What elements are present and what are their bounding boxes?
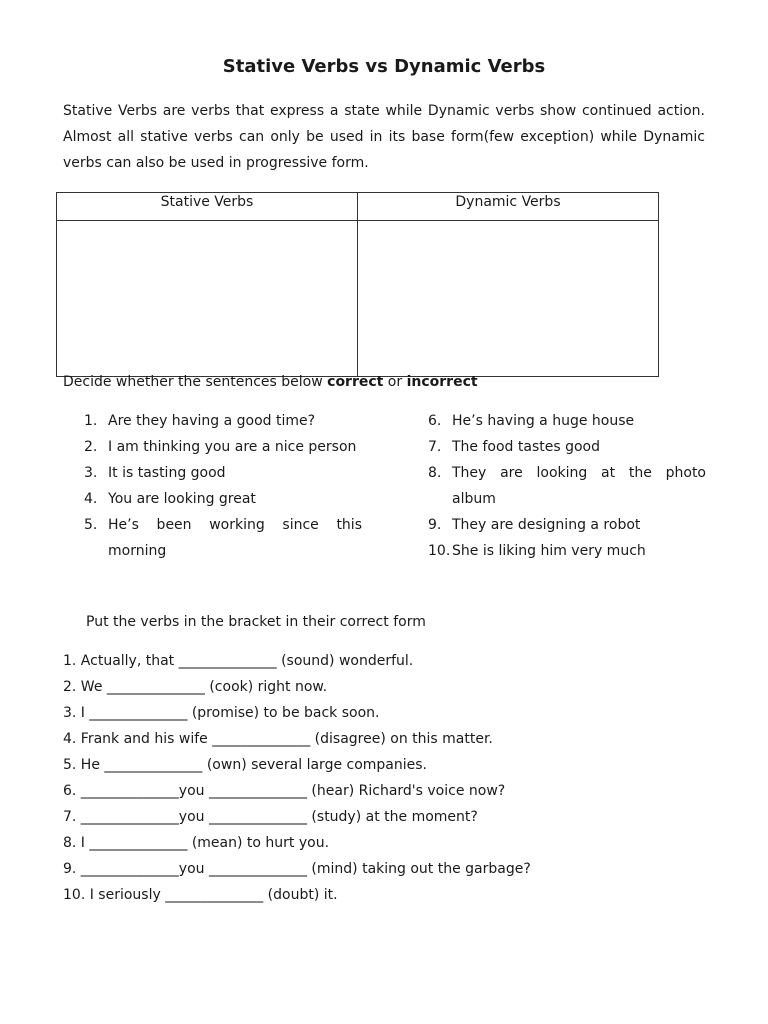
item-text: Are they having a good time? <box>108 413 316 429</box>
item-text: I am thinking you are a nice person <box>108 439 357 455</box>
exercise-item: 3. I ______________ (promise) to be back soon. <box>63 705 380 721</box>
item-text: You are looking great <box>108 491 256 507</box>
list-item <box>84 408 362 434</box>
item-number: 6. <box>428 413 442 429</box>
put-verbs-instruction: Put the verbs in the bracket in their correct form <box>86 614 426 630</box>
stative-verbs-header: Stative Verbs <box>57 193 358 221</box>
item-number: 3. <box>84 465 98 481</box>
list-item <box>428 434 706 460</box>
incorrect-word: incorrect <box>406 374 478 390</box>
exercise-item: 2. We ______________ (cook) right now. <box>63 679 328 695</box>
exercise-item: 6. ______________you ______________ (hear) Richard's voice now? <box>63 783 506 799</box>
item-text: He’s having a huge house <box>452 413 635 429</box>
correct-word: correct <box>327 374 384 390</box>
intro-paragraph: Stative Verbs are verbs that express a state while Dynamic verbs show continued action. Almost all stative verbs can only be used in its base form(few exception) while Dynamic verbs can also be used in progressive form. <box>63 103 705 171</box>
exercise-list <box>63 648 531 908</box>
item-number: 10. <box>428 543 451 559</box>
item-text: She is liking him very much <box>452 543 646 559</box>
item-text: They are designing a robot <box>452 517 641 533</box>
exercise-item: 8. I ______________ (mean) to hurt you. <box>63 835 330 851</box>
verb-table <box>56 192 659 377</box>
item-number: 5. <box>84 517 98 533</box>
exercise-item: 1. Actually, that ______________ (sound) wonderful. <box>63 653 414 669</box>
exercise-item: 7. ______________you ______________ (study) at the moment? <box>63 809 478 825</box>
page-title: Stative Verbs vs Dynamic Verbs <box>222 56 546 77</box>
dynamic-verbs-cell[interactable] <box>358 221 659 377</box>
or-word: or <box>383 374 407 390</box>
item-number: 2. <box>84 439 98 455</box>
item-text: The food tastes good <box>452 439 600 455</box>
list-item <box>428 460 706 512</box>
sentences-list-left <box>84 408 362 564</box>
decide-prefix: Decide whether the sentences below <box>63 374 328 390</box>
item-text: They are looking at the photo album <box>452 465 706 507</box>
dynamic-verbs-header: Dynamic Verbs <box>358 193 659 221</box>
item-number: 1. <box>84 413 98 429</box>
item-number: 7. <box>428 439 442 455</box>
list-item <box>428 538 706 564</box>
item-number: 4. <box>84 491 98 507</box>
list-item <box>84 460 362 486</box>
list-item <box>428 408 706 434</box>
stative-verbs-cell[interactable] <box>57 221 358 377</box>
sentences-list-right <box>428 408 706 564</box>
item-text: He’s been working since this morning <box>108 517 362 559</box>
list-item <box>428 512 706 538</box>
exercise-item: 9. ______________you ______________ (mind) taking out the garbage? <box>63 861 531 877</box>
decide-instruction <box>63 374 478 390</box>
exercise-item: 5. He ______________ (own) several large companies. <box>63 757 428 773</box>
list-item <box>84 434 362 460</box>
list-item <box>84 512 362 564</box>
list-item <box>84 486 362 512</box>
item-number: 9. <box>428 517 442 533</box>
item-text: It is tasting good <box>108 465 226 481</box>
exercise-item: 10. I seriously ______________ (doubt) it. <box>63 887 338 903</box>
exercise-item: 4. Frank and his wife ______________ (disagree) on this matter. <box>63 731 493 747</box>
item-number: 8. <box>428 465 442 481</box>
